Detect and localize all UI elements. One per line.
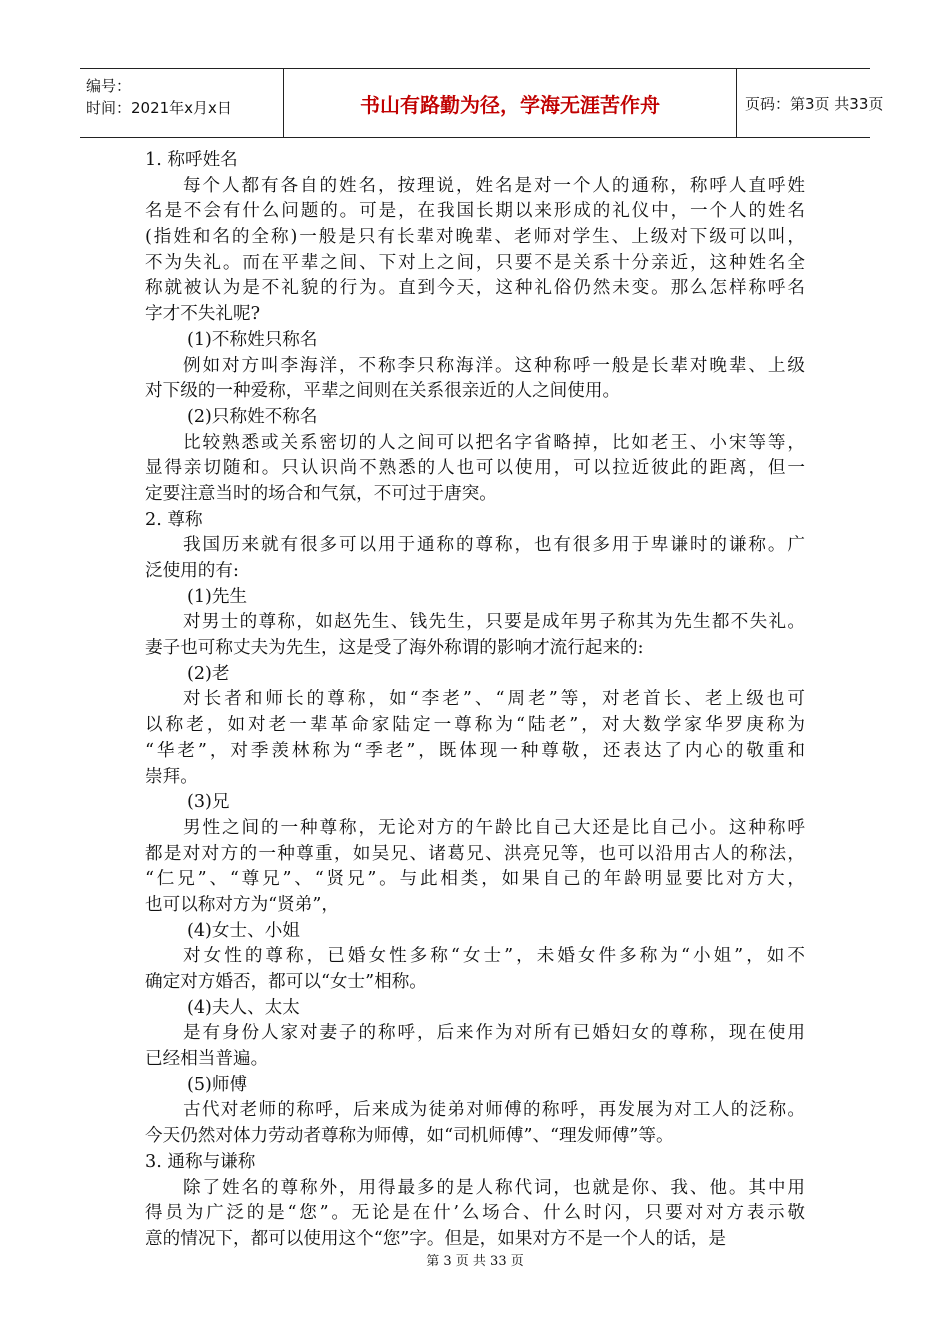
text-line: (3)兄	[187, 792, 230, 813]
text-line: 意的情况下，都可以使用这个“您”字。但是，如果对方不是一个人的话，是	[145, 1228, 726, 1249]
text-line: 不为失礼。而在平辈之间、下对上之间，只要不是关系十分亲近，这种姓名全	[145, 252, 805, 273]
text-line: 定要注意当时的场合和气氛，不可过于唐突。	[145, 483, 497, 504]
text-line: 字才不失礼呢?	[145, 304, 260, 325]
page-footer: 第 3 页 共 33 页	[426, 1254, 524, 1269]
page-number: 页码：第3页 共33页	[745, 94, 884, 113]
text-line: 都是对对方的一种尊重，如吴兄、诸葛兄、洪亮兄等，也可以沿用古人的称法，	[145, 843, 805, 864]
text-line: “华老”，对季羡林称为“季老”，既体现一种尊敬，还表达了内心的敬重和	[145, 740, 805, 761]
text-line: (1)先生	[187, 586, 248, 607]
motto: 书山有路勤为径，学海无涯苦作舟	[360, 92, 660, 117]
text-line: 比较熟悉或关系密切的人之间可以把名字省略掉，比如老王、小宋等等，	[183, 432, 805, 453]
text-line: 对下级的一种爱称，平辈之间则在关系很亲近的人之间使用。	[145, 381, 621, 402]
text-line: 确定对方婚否，都可以“女士”相称。	[145, 972, 427, 992]
text-line: 2. 尊称	[145, 509, 203, 530]
text-line: 男性之间的一种尊称，无论对方的午龄比自己大还是比自己小。这种称呼	[183, 817, 805, 838]
text-line: (5)师傅	[187, 1074, 248, 1095]
text-line: “仁兄”、“尊兄”、“贤兄”。与此相类，如果自己的年龄明显要比对方大，	[145, 869, 805, 890]
text-line: 对长者和师长的尊称，如“李老”、“周老”等，对老首长、老上级也可	[183, 689, 805, 710]
text-line: 今天仍然对体力劳动者尊称为师傅，如“司机师傅”、“理发师傅”等。	[145, 1126, 674, 1147]
text-line: (4)夫人、太太	[187, 997, 300, 1018]
text-line: (2)只称姓不称名	[187, 406, 318, 427]
header-info	[80, 69, 283, 137]
text-line: 泛使用的有:	[145, 561, 239, 581]
page-header	[80, 68, 884, 138]
number-label: 编号：	[86, 77, 132, 95]
text-line: 例如对方叫李海洋，不称李只称海洋。这种称呼一般是长辈对晚辈、上级	[183, 355, 805, 376]
text-line: 显得亲切随和。只认识尚不熟悉的人也可以使用，可以拉近彼此的距离，但一	[145, 458, 805, 479]
text-line: 得员为广泛的是“您”。无论是在什’么场合、什么时闪，只要对对方表示敬	[145, 1203, 805, 1224]
text-line: 1. 称呼姓名	[145, 150, 238, 170]
text-line: 也可以称对方为“贤弟”，	[145, 894, 339, 915]
text-line: 崇拜。	[145, 766, 198, 787]
header-motto-cell	[283, 69, 737, 137]
text-line: 妻子也可称丈夫为先生，这是受了海外称谓的影响才流行起来的:	[145, 638, 644, 659]
text-line: (1)不称姓只称名	[187, 329, 318, 350]
text-line: 我国历来就有很多可以用于通称的尊称，也有很多用于卑谦时的谦称。广	[183, 535, 805, 556]
text-line: 对男士的尊称，如赵先生、钱先生，只要是成年男子称其为先生都不失礼。	[183, 612, 805, 633]
text-line: (指姓和名的全称)一般是只有长辈对晚辈、老师对学生、上级对下级可以叫，	[145, 227, 805, 248]
text-line: 每个人都有各自的姓名，按理说，姓名是对一个人的通称，称呼人直呼姓	[183, 175, 805, 196]
text-line: 3. 通称与谦称	[145, 1151, 256, 1172]
text-line: (2)老	[187, 663, 230, 684]
text-line: 对女性的尊称，已婚女性多称“女士”，未婚女件多称为“小姐”，如不	[183, 946, 805, 967]
text-line: 以称老，如对老一辈革命家陆定一尊称为“陆老”，对大数学家华罗庚称为	[145, 715, 805, 736]
date-label: 时间：2021年x月x日	[86, 99, 232, 117]
text-line: 古代对老师的称呼，后来成为徒弟对师傅的称呼，再发展为对工人的泛称。	[183, 1100, 805, 1121]
text-line: 是有身份人家对妻子的称呼，后来作为对所有已婚妇女的尊称，现在使用	[183, 1023, 805, 1044]
text-line: 名是不会有什么问题的。可是，在我国长期以来形成的礼仪中，一个人的姓名	[145, 201, 805, 222]
document-body	[145, 148, 805, 1253]
header-page-cell	[735, 69, 884, 137]
text-line: 已经相当普遍。	[145, 1049, 269, 1070]
text-line: 除了姓名的尊称外，用得最多的是人称代词，也就是你、我、他。其中用	[183, 1177, 805, 1198]
text-line: 称就被认为是不礼貌的行为。直到今天，这种礼俗仍然未变。那么怎样称呼名	[145, 278, 805, 299]
text-line: (4)女士、小姐	[187, 920, 300, 941]
